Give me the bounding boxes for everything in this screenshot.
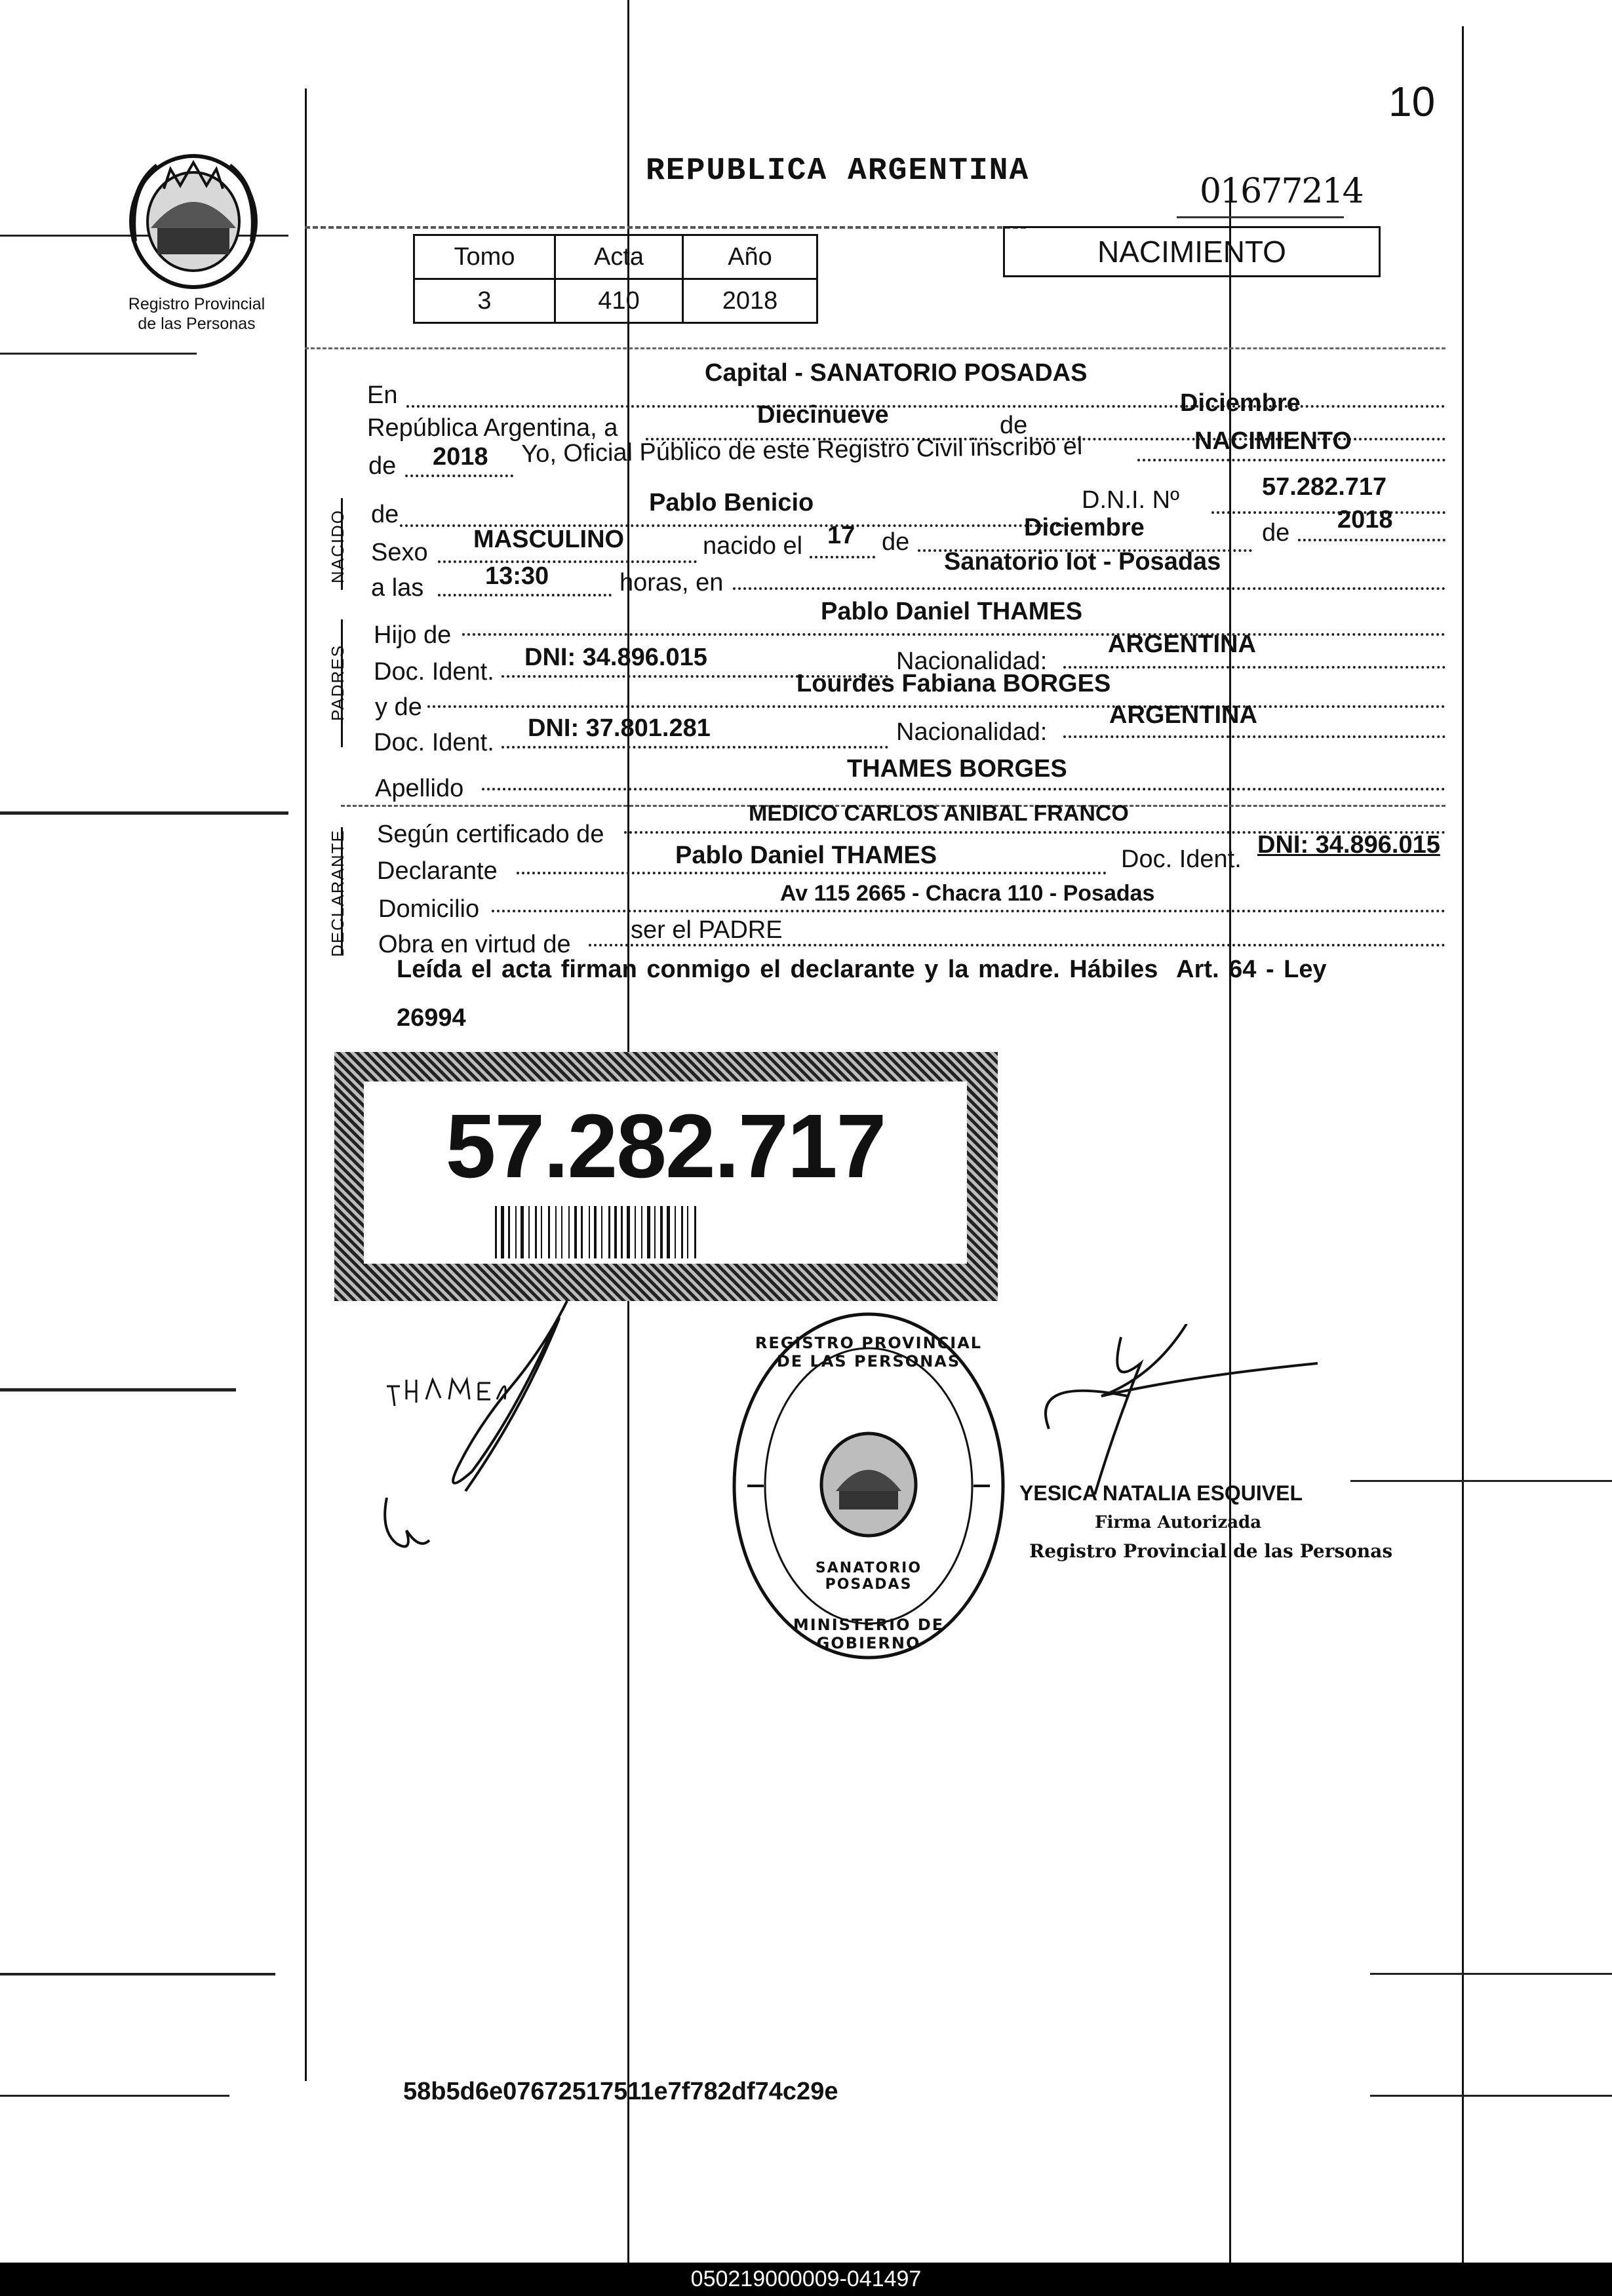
ano-value: 2018 <box>683 279 817 323</box>
year-value: 2018 <box>433 443 488 471</box>
barcode-bar <box>621 1206 623 1258</box>
hijo-de-label: Hijo de <box>374 621 452 649</box>
dni-sticker-label-area <box>364 1081 967 1264</box>
tomo-value: 3 <box>414 279 555 323</box>
nacido-de-label-2: de <box>882 528 910 556</box>
serial-underline <box>1177 216 1344 218</box>
domicilio-label: Domicilio <box>378 895 480 923</box>
father-nationality-value: ARGENTINA <box>1108 631 1256 658</box>
certificado-label: Según certificado de <box>377 821 604 848</box>
document-type-label: NACIMIENTO <box>1097 235 1286 269</box>
barcode-bar <box>528 1206 530 1258</box>
apellido-value: THAMES BORGES <box>847 755 1067 783</box>
mother-name-dotted-line <box>427 705 1445 708</box>
barcode-bar <box>594 1206 597 1258</box>
barcode-bar <box>548 1206 550 1258</box>
horas-label: horas, en <box>619 569 724 596</box>
barcode-bar <box>535 1206 537 1258</box>
nacido-year-dotted-line <box>1298 539 1445 541</box>
scan-dash <box>0 1388 236 1391</box>
barcode-bar <box>515 1206 517 1258</box>
father-doc-label: Doc. Ident. <box>374 658 494 686</box>
barcode-bar <box>654 1206 656 1258</box>
logo-caption-line1: Registro Provincial <box>128 295 265 313</box>
month-value: Diciembre <box>1180 389 1301 417</box>
en-value: Capital - SANATORIO POSADAS <box>705 359 1088 387</box>
barcode-bar <box>561 1206 562 1258</box>
mother-nationality-dotted-line <box>1063 735 1445 738</box>
obra-value: ser el PADRE <box>631 916 783 944</box>
serial-number: 01677214 <box>1200 172 1363 211</box>
day-value: Diecinueve <box>757 401 889 429</box>
sexo-label: Sexo <box>371 539 428 566</box>
inscribo-text: Yo, Oficial Público de este Registro Civil inscribo el <box>521 433 1083 468</box>
barcode-bar <box>568 1206 570 1258</box>
mother-doc-dotted-line <box>501 746 888 749</box>
dni-sticker-number: 57.282.717 <box>445 1096 886 1197</box>
time-dotted-line <box>438 594 612 596</box>
father-nationality-dotted-line <box>1063 666 1445 669</box>
barcode-bar <box>581 1206 583 1258</box>
barcode-bar <box>681 1206 683 1258</box>
nacido-day-value: 17 <box>827 522 855 549</box>
inscribo-dotted-line <box>1137 459 1445 461</box>
declarante-label: Declarante <box>377 857 498 885</box>
father-nacionalidad-label: Nacionalidad: <box>896 648 1048 675</box>
country-title: REPUBLICA ARGENTINA <box>646 153 1030 189</box>
declarante-dotted-line <box>517 872 1107 874</box>
mother-nacionalidad-label: Nacionalidad: <box>896 718 1048 746</box>
mother-nationality-value: ARGENTINA <box>1109 701 1257 729</box>
mother-doc-label: Doc. Ident. <box>374 729 494 756</box>
ano-header: Año <box>683 235 817 279</box>
official-seal-stamp <box>728 1308 1010 1665</box>
declarante-doc-label: Doc. Ident. <box>1121 846 1242 873</box>
obra-label: Obra en virtud de <box>378 931 571 958</box>
year-dotted-line <box>405 475 513 477</box>
scan-vertical-line-left <box>305 88 307 2081</box>
page-number: 10 <box>1388 78 1436 125</box>
scan-vertical-line-margin <box>1462 26 1464 2274</box>
closing-line-2: 26994 <box>397 1004 466 1032</box>
stamp-inner-text: SANATORIO POSADAS <box>815 1560 922 1593</box>
nacido-day-dotted-line <box>810 556 875 558</box>
dni-dotted-line <box>1211 511 1445 514</box>
barcode-bar <box>660 1206 663 1258</box>
barcode-bar <box>687 1206 688 1258</box>
mother-name-value: Lourdes Fabiana BORGES <box>796 670 1111 697</box>
declarante-section-label: DECLARANTE <box>328 829 347 957</box>
barcode-bar <box>694 1206 696 1258</box>
barcode-bar <box>675 1206 676 1258</box>
barcode-bar <box>627 1206 630 1258</box>
scan-dash <box>0 353 197 355</box>
barcode-bar <box>647 1206 650 1258</box>
scan-dash <box>1370 1973 1612 1975</box>
sexo-dotted-line <box>438 560 697 563</box>
de-label: de <box>1000 412 1028 439</box>
declarante-doc-value: DNI: 34.896.015 <box>1257 831 1440 859</box>
scan-code: 050219000009-041497 <box>690 2267 922 2291</box>
acta-value: 410 <box>555 279 683 323</box>
scan-dash <box>1370 2095 1612 2097</box>
official-name: YESICA NATALIA ESQUIVEL <box>1019 1481 1303 1505</box>
closing-line-1: Leída el acta firman conmigo el declarante y la madre. Hábiles Art. 64 - Ley <box>397 956 1327 983</box>
barcode-bar <box>667 1206 670 1258</box>
document-type-box <box>1003 226 1381 277</box>
barcode-bar <box>508 1206 510 1258</box>
nacido-de-label: de <box>371 501 399 528</box>
year-prefix-label: de <box>368 452 397 480</box>
scan-dash <box>0 811 288 815</box>
nacido-section-label: NACIDO <box>328 509 347 583</box>
barcode-bar <box>635 1206 636 1258</box>
official-role: Firma Autorizada <box>1095 1513 1262 1532</box>
y-de-label: y de <box>375 693 422 721</box>
republica-label: República Argentina, a <box>367 414 618 442</box>
barcode-bar <box>641 1206 642 1258</box>
header-dashed-line-2 <box>305 347 1445 349</box>
official-signature <box>1023 1324 1350 1508</box>
padres-section-label: PADRES <box>328 644 347 721</box>
father-name-dotted-line <box>462 633 1445 636</box>
official-office: Registro Provincial de las Personas <box>1029 1540 1393 1562</box>
scan-dash <box>0 1973 275 1975</box>
dni-label: D.N.I. Nº <box>1082 486 1179 514</box>
barcode-bar <box>541 1206 542 1258</box>
nacido-de-label-3: de <box>1262 519 1290 547</box>
mother-doc-value: DNI: 37.801.281 <box>528 714 711 742</box>
dni-security-sticker <box>334 1052 998 1301</box>
barcode-bar <box>555 1206 557 1258</box>
time-value: 13:30 <box>485 562 549 590</box>
scan-dash <box>0 2095 229 2097</box>
document-hash: 58b5d6e07672517511e7f782df74c29e <box>403 2078 838 2105</box>
declarante-signature <box>380 1294 669 1583</box>
apellido-dotted-line <box>482 788 1445 790</box>
stamp-bottom-text: MINISTERIO DE GOBIERNO <box>793 1616 945 1652</box>
scan-dash <box>1350 1480 1612 1482</box>
tomo-acta-ano-table <box>413 234 818 324</box>
tomo-header: Tomo <box>414 235 555 279</box>
barcode-bar <box>601 1206 602 1258</box>
nacido-year-value: 2018 <box>1337 506 1393 534</box>
header-dashed-line <box>305 226 1026 229</box>
scan-footer-bar <box>0 2263 1612 2296</box>
barcode-bar <box>589 1206 590 1258</box>
inscribo-value: NACIMIENTO <box>1194 427 1352 455</box>
barcode-bar <box>501 1206 504 1258</box>
barcode-bar <box>574 1206 577 1258</box>
barcode-bar <box>495 1206 497 1258</box>
father-name-value: Pablo Daniel THAMES <box>821 598 1083 625</box>
nacido-month-value: Diciembre <box>1024 514 1145 541</box>
en-label: En <box>367 381 398 409</box>
barcode-bar <box>608 1206 610 1258</box>
barcode-bar <box>614 1206 617 1258</box>
lugar-dotted-line <box>733 587 1445 590</box>
a-las-label: a las <box>371 574 424 602</box>
stamp-outer-text: REGISTRO PROVINCIAL DE LAS PERSONAS <box>755 1334 983 1371</box>
father-doc-value: DNI: 34.896.015 <box>524 644 707 671</box>
domicilio-value: Av 115 2665 - Chacra 110 - Posadas <box>780 881 1155 906</box>
sexo-value: MASCULINO <box>473 526 625 553</box>
nacido-name-value: Pablo Benicio <box>649 489 814 516</box>
nacido-el-label: nacido el <box>703 532 803 560</box>
dni-barcode <box>495 1206 862 1258</box>
misiones-emblem-logo <box>118 149 269 294</box>
apellido-label: Apellido <box>375 775 464 802</box>
certificado-value: MEDICO CARLOS ANIBAL FRANCO <box>749 801 1129 826</box>
logo-caption-line2: de las Personas <box>138 315 256 333</box>
scan-vertical-line-right <box>1229 184 1231 2274</box>
dni-value: 57.282.717 <box>1262 473 1387 501</box>
declarante-value: Pablo Daniel THAMES <box>675 842 937 869</box>
acta-header: Acta <box>555 235 683 279</box>
lugar-value: Sanatorio Iot - Posadas <box>944 548 1221 575</box>
barcode-bar <box>521 1206 524 1258</box>
domicilio-dotted-line <box>492 910 1445 912</box>
